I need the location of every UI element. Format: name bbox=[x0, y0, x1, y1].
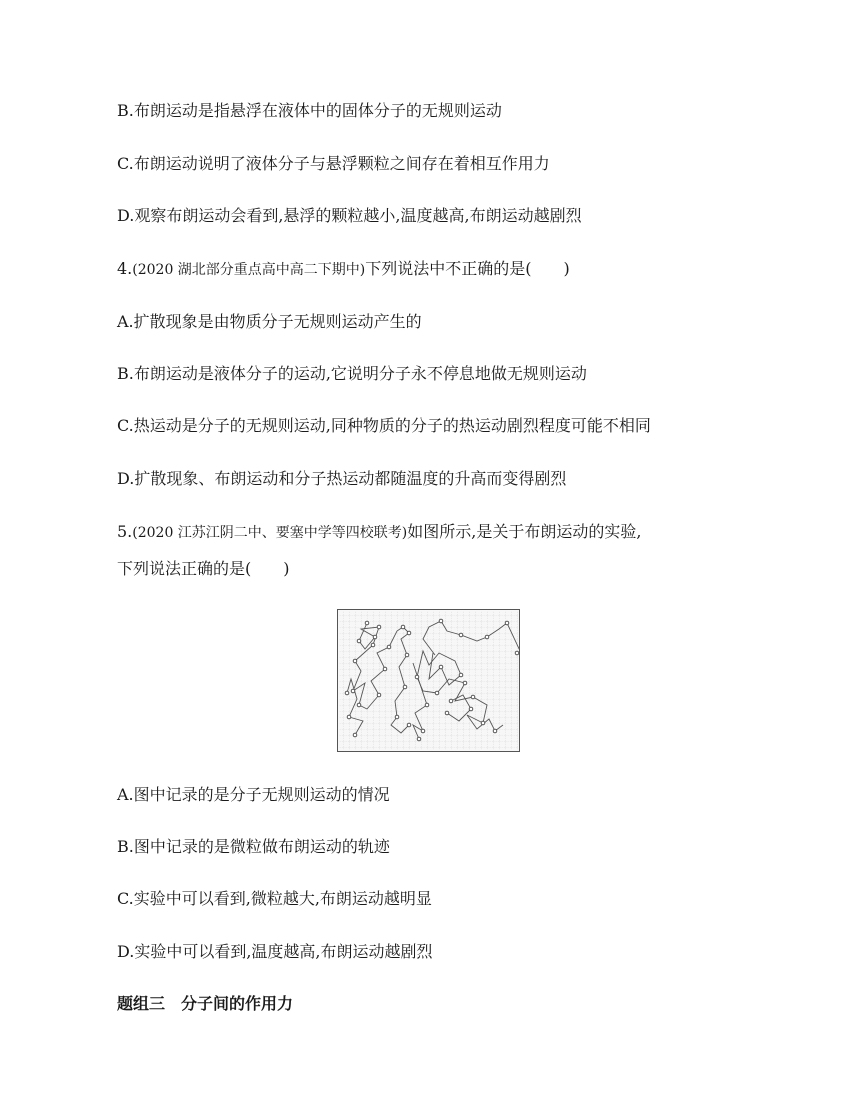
question-source: (2020 湖北部分重点高中高二下期中) bbox=[132, 262, 366, 278]
q5-option-d: D.实验中可以看到,温度越高,布朗运动越剧烈 bbox=[117, 942, 433, 961]
brownian-trajectory-diagram bbox=[337, 609, 520, 752]
q3-option-c: C.布朗运动说明了液体分子与悬浮颗粒之间存在着相互作用力 bbox=[117, 154, 550, 173]
q4-option-c: C.热运动是分子的无规则运动,同种物质的分子的热运动剧烈程度可能不相同 bbox=[117, 416, 651, 435]
q5-option-c: C.实验中可以看到,微粒越大,布朗运动越明显 bbox=[117, 889, 432, 908]
q3-option-d: D.观察布朗运动会看到,悬浮的颗粒越小,温度越高,布朗运动越剧烈 bbox=[117, 206, 582, 225]
q4-option-d: D.扩散现象、布朗运动和分子热运动都随温度的升高而变得剧烈 bbox=[117, 469, 567, 488]
question-number: 5. bbox=[117, 522, 133, 541]
q5-option-a: A.图中记录的是分子无规则运动的情况 bbox=[117, 785, 390, 804]
question-5-stem bbox=[117, 521, 641, 544]
q5-option-b: B.图中记录的是微粒做布朗运动的轨迹 bbox=[117, 837, 390, 856]
section-heading: 题组三 分子间的作用力 bbox=[117, 994, 294, 1013]
question-text: 下列说法中不正确的是( ) bbox=[365, 259, 570, 278]
question-number: 4. bbox=[117, 259, 133, 278]
question-source: (2020 江苏江阴二中、要塞中学等四校联考) bbox=[132, 525, 408, 541]
q4-option-a: A.扩散现象是由物质分子无规则运动产生的 bbox=[117, 312, 422, 331]
q3-option-b: B.布朗运动是指悬浮在液体中的固体分子的无规则运动 bbox=[117, 101, 502, 120]
question-5-stem-line2: 下列说法正确的是( ) bbox=[117, 559, 290, 578]
question-4-stem bbox=[117, 258, 570, 281]
brownian-motion-figure bbox=[337, 609, 520, 752]
question-text: 如图所示,是关于布朗运动的实验, bbox=[407, 522, 642, 541]
q4-option-b: B.布朗运动是液体分子的运动,它说明分子永不停息地做无规则运动 bbox=[117, 364, 587, 383]
